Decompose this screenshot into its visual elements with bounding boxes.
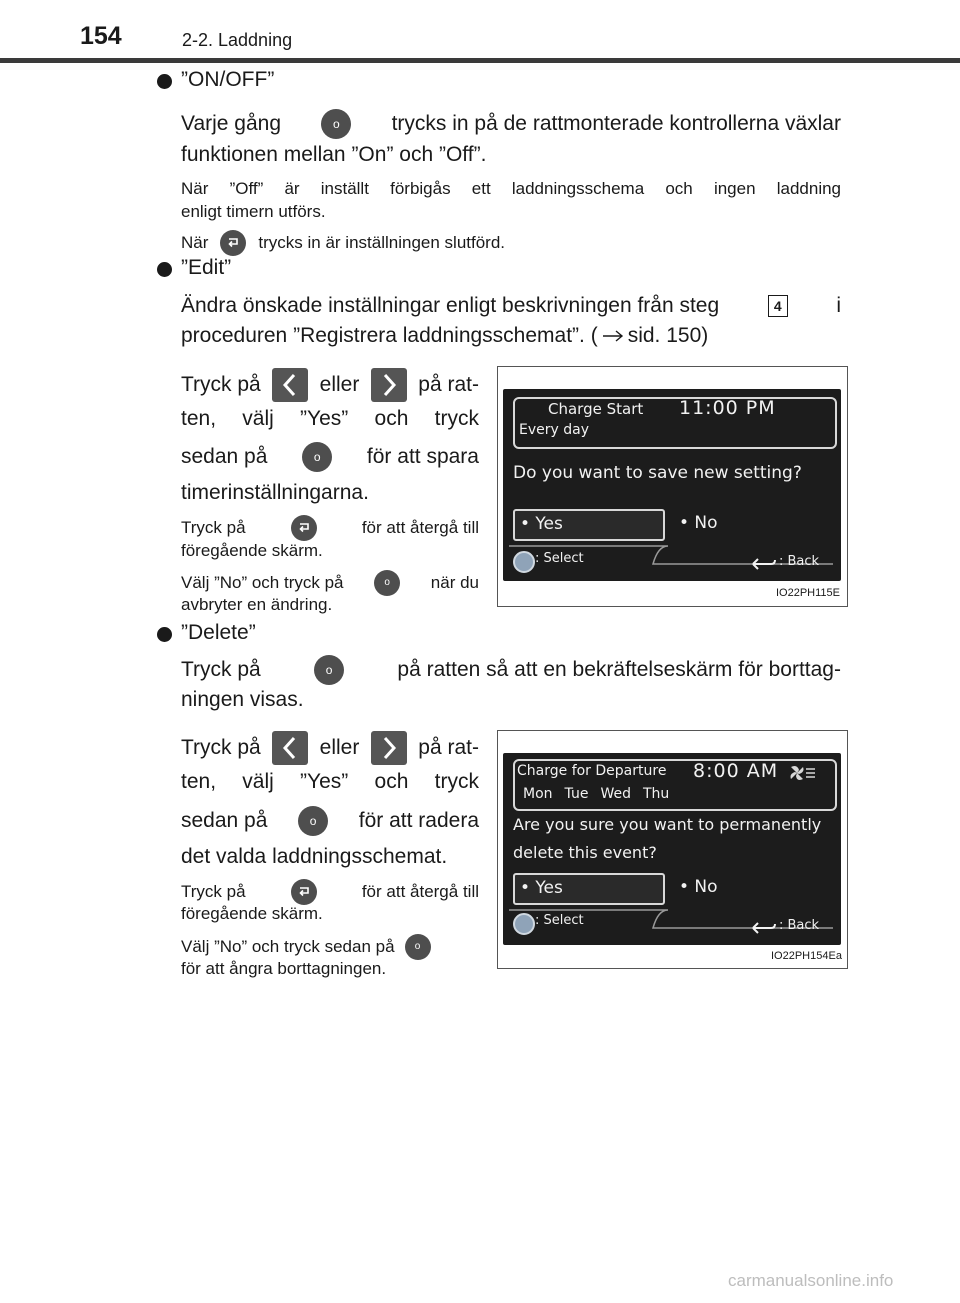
delete-para-line1 — [181, 731, 479, 765]
back-button-icon — [291, 515, 317, 541]
page-number: 154 — [80, 22, 122, 50]
onoff-line1 — [181, 108, 841, 140]
step-reference-box: 4 — [768, 295, 788, 317]
bullet-icon — [157, 262, 172, 277]
onoff-note1: När ”Off” är inställt förbigås ett laddningsschema och ingen laddning — [181, 179, 841, 198]
delete-small-line4: för att ångra borttagningen. — [181, 959, 387, 978]
delete-small-line2: föregående skärm. — [181, 904, 323, 923]
note-text: När — [181, 233, 209, 252]
steering-center-button-icon: o — [298, 806, 328, 836]
yes-label: • Yes — [520, 514, 563, 534]
select-hint: : Select — [535, 913, 584, 928]
yes-option[interactable] — [513, 873, 665, 905]
day-label: Thu — [642, 786, 670, 802]
section-heading-delete: ”Delete” — [181, 621, 256, 644]
back-hint: : Back — [779, 554, 820, 569]
edit-text: eller — [319, 373, 360, 396]
left-arrow-button-icon — [272, 368, 308, 402]
edit-text: Tryck på — [181, 518, 246, 537]
yes-option[interactable] — [513, 509, 665, 541]
delete-text: på rat- — [418, 736, 479, 759]
back-arrow-icon — [749, 920, 777, 936]
timer-days: Every day — [519, 422, 589, 438]
steering-center-button-icon: o — [314, 655, 344, 685]
edit-text: på rat- — [418, 373, 479, 396]
day-label: Wed — [600, 786, 631, 802]
delete-line2: ningen visas. — [181, 688, 304, 711]
screen-figure-2 — [497, 730, 848, 969]
edit-small-line4: avbryter en ändring. — [181, 595, 333, 614]
page-link[interactable]: sid. 150) — [627, 324, 709, 347]
delete-text: Tryck på — [181, 736, 261, 759]
onoff-note2 — [181, 230, 505, 256]
back-button-icon — [291, 879, 317, 905]
confirm-question-line1: Are you sure you want to permanently — [513, 815, 822, 834]
edit-text: sedan på — [181, 445, 268, 468]
onoff-text: trycks in på de rattmonterade kontrollerna växlar — [391, 112, 841, 135]
timer-days — [523, 786, 669, 802]
timer-time: 8:00 AM — [693, 760, 779, 782]
edit-text: för att spara — [366, 445, 479, 468]
edit-text: när du — [430, 573, 479, 592]
delete-text: Tryck på — [181, 658, 261, 681]
steering-center-button-icon: o — [321, 109, 351, 139]
screen-figure-1 — [497, 366, 848, 607]
delete-text: Välj ”No” och tryck sedan på — [181, 937, 395, 956]
timer-label: Charge for Departure — [517, 763, 667, 779]
arrow-right-icon — [602, 329, 624, 343]
bullet-icon — [157, 74, 172, 89]
delete-small-line3 — [181, 934, 431, 960]
delete-text: på ratten så att en bekräftelseskärm för borttag- — [397, 658, 841, 681]
day-label: Tue — [564, 786, 589, 802]
delete-text: sedan på — [181, 809, 268, 832]
header-rule — [0, 58, 960, 63]
delete-para-line3 — [181, 805, 479, 837]
screen-display — [503, 753, 841, 945]
edit-text: i — [836, 294, 841, 317]
left-arrow-button-icon — [272, 731, 308, 765]
delete-text: Tryck på — [181, 882, 246, 901]
onoff-note1b: enligt timern utförs. — [181, 202, 326, 221]
climate-fan-icon — [788, 763, 816, 783]
delete-text: för att återgå till — [361, 882, 479, 901]
delete-small-line1 — [181, 879, 479, 905]
steering-center-button-icon: o — [405, 934, 431, 960]
back-arrow-icon — [749, 556, 777, 572]
delete-para-line2: ten, välj ”Yes” och tryck — [181, 770, 479, 793]
timer-label: Charge Start — [548, 400, 644, 418]
onoff-text: Varje gång — [181, 112, 282, 135]
note-text: trycks in är inställningen slutförd. — [258, 233, 506, 252]
right-arrow-button-icon — [371, 731, 407, 765]
edit-text: för att återgå till — [361, 518, 479, 537]
edit-text: Välj ”No” och tryck på — [181, 573, 344, 592]
timer-time: 11:00 PM — [679, 397, 776, 419]
section-heading-edit: ”Edit” — [181, 256, 232, 279]
yes-label: • Yes — [520, 878, 563, 898]
delete-text: eller — [319, 736, 360, 759]
edit-small-line1 — [181, 515, 479, 541]
day-label: Mon — [523, 786, 553, 802]
edit-para-line2: ten, välj ”Yes” och tryck — [181, 407, 479, 430]
edit-para-line1 — [181, 368, 479, 402]
edit-line2 — [181, 320, 708, 352]
edit-para-line4: timerinställningarna. — [181, 481, 369, 504]
right-arrow-button-icon — [371, 368, 407, 402]
delete-line1 — [181, 654, 841, 686]
watermark: carmanualsonline.info — [728, 1271, 894, 1290]
select-hint: : Select — [535, 551, 584, 566]
steering-center-button-icon: o — [374, 570, 400, 596]
edit-para-line3 — [181, 441, 479, 473]
edit-small-line2: föregående skärm. — [181, 541, 323, 560]
edit-text: proceduren ”Registrera laddningsschemat”. ( — [181, 324, 598, 347]
delete-para-line4: det valda laddningsschemat. — [181, 845, 448, 868]
figure-id: IO22PH115E — [776, 587, 841, 599]
figure-id: IO22PH154Ea — [771, 950, 842, 962]
no-option[interactable]: • No — [679, 513, 718, 533]
edit-text: Ändra önskade inställningar enligt beskrivningen från steg — [181, 294, 720, 317]
steering-center-button-icon: o — [302, 442, 332, 472]
section-heading-onoff: ”ON/OFF” — [181, 68, 275, 91]
select-knob-icon — [513, 913, 535, 935]
chapter-title: 2-2. Laddning — [182, 30, 293, 50]
bullet-icon — [157, 627, 172, 642]
confirm-question: Do you want to save new setting? — [513, 463, 802, 483]
edit-text: Tryck på — [181, 373, 261, 396]
select-knob-icon — [513, 551, 535, 573]
edit-line1 — [181, 290, 841, 322]
edit-small-line3 — [181, 570, 479, 596]
delete-text: för att radera — [358, 809, 479, 832]
back-button-icon — [220, 230, 246, 256]
back-hint: : Back — [779, 918, 820, 933]
screen-display — [503, 389, 841, 581]
no-option[interactable]: • No — [679, 877, 718, 897]
onoff-line2: funktionen mellan ”On” och ”Off”. — [181, 143, 487, 166]
confirm-question-line2: delete this event? — [513, 843, 657, 862]
